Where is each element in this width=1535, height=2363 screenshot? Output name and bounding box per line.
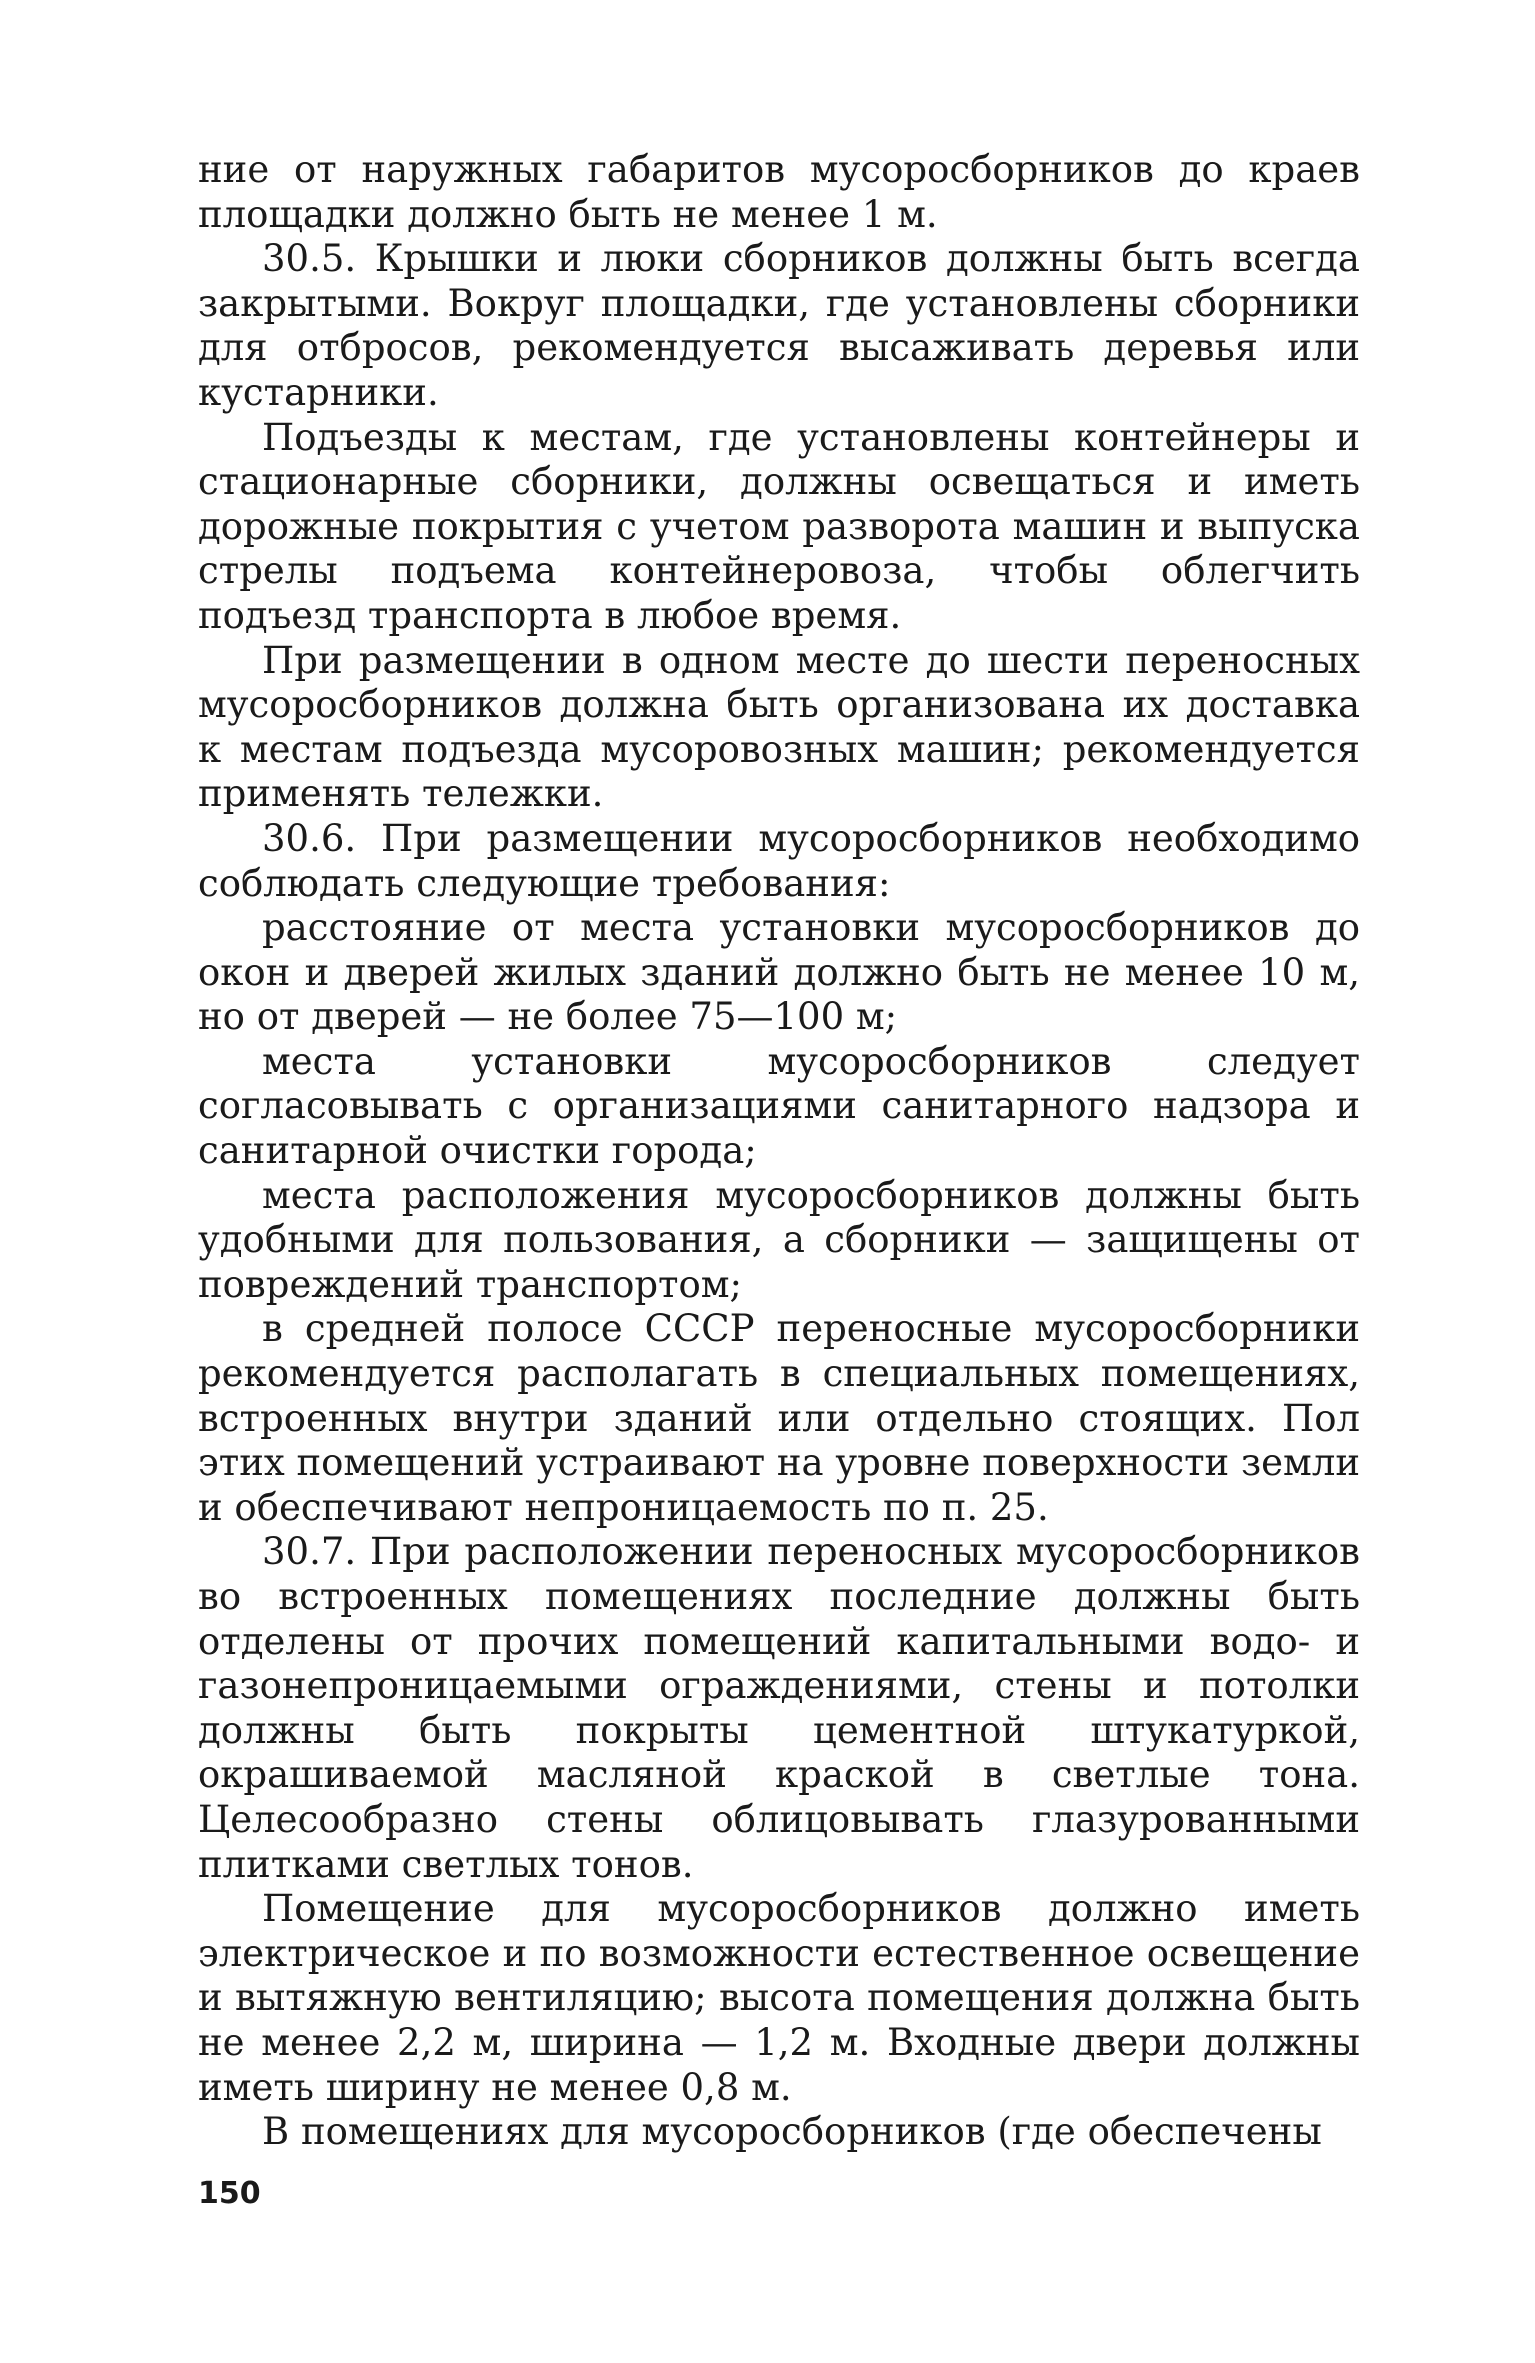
paragraph-trailing: В помещениях для мусоросборников (где обеспечены <box>262 2110 1322 2154</box>
paragraph-delivery: При размещении в одном месте до шести переносных мусоросборников должна быть организована их доставка к местам подъезда мусоровозных машин; рекомендуется применять тележки. <box>198 638 1360 816</box>
paragraph-sanitary-approval: места установки мусоросборников следует согласовывать с организациями санитарного надзора и санитарной очистки города; <box>198 1039 1360 1173</box>
paragraph-middle-zone: в средней полосе СССР переносные мусоросборники рекомендуется располагать в специальных помещениях, встроенных внутри зданий или отдельно стоящих. Пол этих помещений устраивают на уровне поверхности земли и обеспечивают непроницаемость по п. 25. <box>198 1307 1360 1529</box>
paragraph-30-5: 30.5. Крышки и люки сборников должны быть всегда закрытыми. Вокруг площадки, где установлены сборники для отбросов, рекомендуется высаживать деревья или кустарники. <box>198 237 1360 414</box>
paragraph-continuation: ние от наружных габаритов мусоросборников до краев площадки должно быть не менее 1 м. <box>198 148 1360 236</box>
paragraph-access-roads: Подъезды к местам, где установлены контейнеры и стационарные сборники, должны освещаться и иметь дорожные покрытия с учетом разворота машин и выпуска стрелы подъема контейнеровоза, чтобы облегчить подъезд транспорта в любое время. <box>198 415 1360 637</box>
page-body <box>198 148 1360 2155</box>
paragraph-distance-requirement: расстояние от места установки мусоросборников до окон и дверей жилых зданий должно быть не менее 10 м, но от дверей — не более 75—100 м; <box>198 906 1360 1039</box>
paragraph-room-requirements: Помещение для мусоросборников должно иметь электрическое и по возможности естественное освещение и вытяжную вентиляцию; высота помещения должна быть не менее 2,2 м, ширина — 1,2 м. Входные двери должны иметь ширину не менее 0,8 м. <box>198 1887 1360 2109</box>
paragraph-convenient-location: места расположения мусоросборников должны быть удобными для пользования, а сборники — защищены от повреждений транспортом; <box>198 1173 1360 1306</box>
paragraph-30-7: 30.7. При расположении переносных мусоросборников во встроенных помещениях последние должны быть отделены от прочих помещений капитальными водо- и газонепроницаемыми ограждениями, стены и потолки должны быть покрыты цементной штукатуркой, окрашиваемой масляной краской в светлые тона. Целесообразно стены облицовывать глазурованными плитками светлых тонов. <box>198 1530 1360 1886</box>
paragraph-30-6: 30.6. При размещении мусоросборников необходимо соблюдать следующие требования: <box>198 816 1360 905</box>
page-number: 150 <box>198 2176 261 2211</box>
